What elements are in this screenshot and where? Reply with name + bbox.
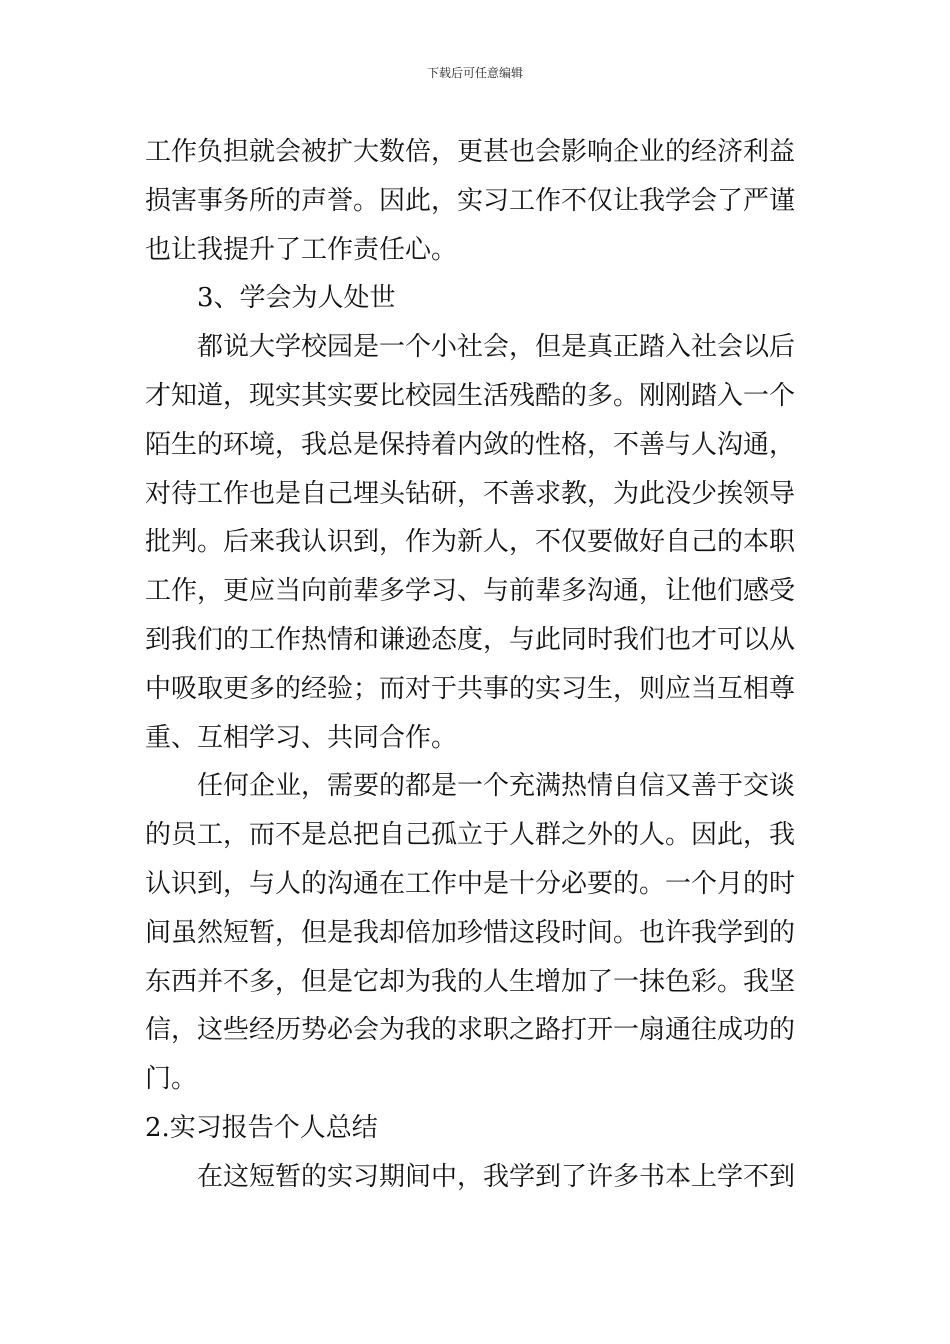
- page-header-note: 下载后可任意编辑: [426, 66, 523, 80]
- text-line: 重、互相学习、共同合作。: [145, 722, 458, 753]
- text-line: 批判。后来我认识到，作为新人，不仅要做好自己的本职: [145, 527, 796, 558]
- text-line: 工作，更应当向前辈多学习、与前辈多沟通，让他们感受: [145, 576, 796, 607]
- section-heading: 3、学会为人处世: [197, 283, 396, 314]
- text-line: 工作负担就会被扩大数倍，更甚也会影响企业的经济利益: [145, 137, 796, 167]
- document-body: [145, 128, 807, 1202]
- text-line: 都说大学校园是一个小社会，但是真正踏入社会以后: [197, 332, 796, 363]
- section-heading: 2.实习报告个人总结: [145, 1112, 378, 1143]
- text-line: 中吸取更多的经验；而对于共事的实习生，则应当互相尊: [145, 673, 796, 704]
- text-line: 到我们的工作热情和谦逊态度，与此同时我们也才可以从: [145, 624, 796, 655]
- text-line: 门。: [145, 1064, 198, 1095]
- text-line: 间虽然短暂，但是我却倍加珍惜这段时间。也许我学到的: [145, 917, 796, 948]
- text-line: 任何企业，需要的都是一个充满热情自信又善于交谈: [197, 771, 796, 802]
- text-line: 陌生的环境，我总是保持着内敛的性格，不善与人沟通，: [145, 429, 796, 460]
- text-line: 东西并不多，但是它却为我的人生增加了一抹色彩。我坚: [145, 966, 796, 997]
- text-line: 信，这些经历势必会为我的求职之路打开一扇通往成功的: [145, 1015, 796, 1046]
- text-line: 也让我提升了工作责任心。: [145, 234, 458, 265]
- text-line: 才知道，现实其实要比校园生活残酷的多。刚刚踏入一个: [145, 380, 796, 411]
- text-line: 损害事务所的声誉。因此，实习工作不仅让我学会了严谨: [145, 185, 796, 216]
- text-line: 在这短暂的实习期间中，我学到了许多书本上学不到: [197, 1161, 796, 1192]
- text-line: 的员工，而不是总把自己孤立于人群之外的人。因此，我: [145, 820, 796, 851]
- text-line: 对待工作也是自己埋头钻研，不善求教，为此没少挨领导: [145, 478, 796, 509]
- text-line: 认识到，与人的沟通在工作中是十分必要的。一个月的时: [145, 868, 796, 899]
